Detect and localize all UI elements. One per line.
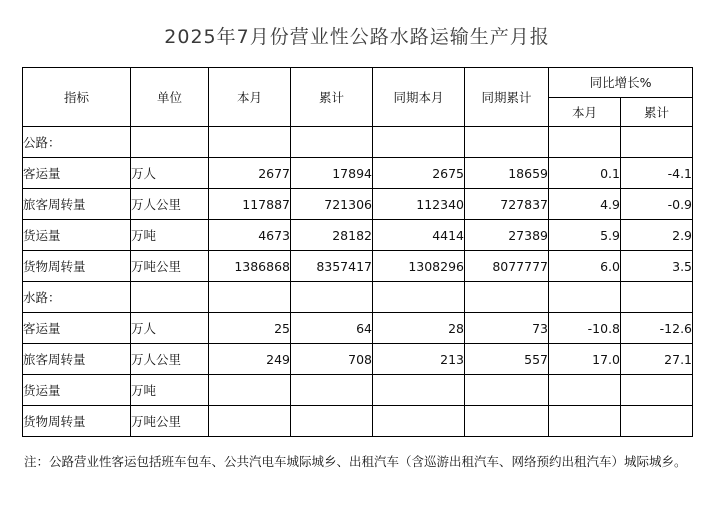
cell-same-period-month: 28 xyxy=(373,313,465,344)
cell-unit: 万人 xyxy=(131,158,209,189)
table-container xyxy=(0,67,714,437)
table-row xyxy=(23,251,693,282)
cell-month xyxy=(209,406,291,437)
cell-same-period-cumulative xyxy=(465,282,549,313)
header-cumulative: 累计 xyxy=(291,68,373,127)
monthly-report-table xyxy=(22,67,693,437)
cell-same-period-cumulative: 557 xyxy=(465,344,549,375)
cell-unit: 万人公里 xyxy=(131,344,209,375)
cell-same-period-cumulative: 73 xyxy=(465,313,549,344)
cell-indicator: 旅客周转量 xyxy=(23,189,131,220)
cell-cumulative: 721306 xyxy=(291,189,373,220)
cell-same-period-month: 213 xyxy=(373,344,465,375)
cell-growth-cumulative: 3.5 xyxy=(621,251,693,282)
cell-same-period-cumulative: 18659 xyxy=(465,158,549,189)
header-growth-group: 同比增长% xyxy=(549,68,693,98)
cell-same-period-month xyxy=(373,127,465,158)
header-indicator: 指标 xyxy=(23,68,131,127)
cell-growth-month: 17.0 xyxy=(549,344,621,375)
cell-indicator: 货物周转量 xyxy=(23,406,131,437)
table-row xyxy=(23,406,693,437)
cell-growth-cumulative: -12.6 xyxy=(621,313,693,344)
cell-cumulative: 28182 xyxy=(291,220,373,251)
table-row xyxy=(23,127,693,158)
cell-same-period-month: 4414 xyxy=(373,220,465,251)
cell-growth-cumulative xyxy=(621,375,693,406)
table-row xyxy=(23,282,693,313)
cell-month xyxy=(209,282,291,313)
cell-indicator: 货物周转量 xyxy=(23,251,131,282)
cell-growth-cumulative: 27.1 xyxy=(621,344,693,375)
table-row xyxy=(23,344,693,375)
cell-growth-cumulative: -4.1 xyxy=(621,158,693,189)
table-body xyxy=(23,127,693,437)
cell-same-period-month xyxy=(373,282,465,313)
cell-same-period-month: 2675 xyxy=(373,158,465,189)
cell-month: 25 xyxy=(209,313,291,344)
cell-month: 249 xyxy=(209,344,291,375)
header-row-primary xyxy=(23,68,693,98)
cell-cumulative: 708 xyxy=(291,344,373,375)
page-title: 2025年7月份营业性公路水路运输生产月报 xyxy=(164,26,550,48)
cell-cumulative xyxy=(291,282,373,313)
cell-growth-month xyxy=(549,406,621,437)
cell-indicator: 旅客周转量 xyxy=(23,344,131,375)
header-growth-month: 本月 xyxy=(549,97,621,127)
cell-same-period-month: 112340 xyxy=(373,189,465,220)
cell-indicator: 客运量 xyxy=(23,158,131,189)
cell-cumulative xyxy=(291,375,373,406)
cell-indicator: 客运量 xyxy=(23,313,131,344)
cell-growth-month xyxy=(549,282,621,313)
cell-unit: 万人 xyxy=(131,313,209,344)
cell-unit: 万吨公里 xyxy=(131,406,209,437)
cell-indicator: 水路： xyxy=(23,282,131,313)
cell-growth-cumulative xyxy=(621,406,693,437)
table-note: 注：公路营业性客运包括班车包车、公共汽电车城际城乡、出租汽车（含巡游出租汽车、网络预约出租汽车）城际城乡。 xyxy=(24,454,687,469)
cell-same-period-cumulative xyxy=(465,127,549,158)
cell-unit: 万吨公里 xyxy=(131,251,209,282)
cell-month: 2677 xyxy=(209,158,291,189)
cell-cumulative: 64 xyxy=(291,313,373,344)
cell-same-period-cumulative: 27389 xyxy=(465,220,549,251)
header-month: 本月 xyxy=(209,68,291,127)
cell-growth-month: 0.1 xyxy=(549,158,621,189)
cell-month: 4673 xyxy=(209,220,291,251)
cell-month xyxy=(209,375,291,406)
cell-same-period-cumulative: 8077777 xyxy=(465,251,549,282)
cell-growth-month xyxy=(549,127,621,158)
table-row xyxy=(23,313,693,344)
table-row xyxy=(23,220,693,251)
cell-cumulative: 8357417 xyxy=(291,251,373,282)
cell-same-period-cumulative: 727837 xyxy=(465,189,549,220)
cell-growth-cumulative: 2.9 xyxy=(621,220,693,251)
cell-indicator: 公路： xyxy=(23,127,131,158)
cell-growth-cumulative xyxy=(621,127,693,158)
table-row xyxy=(23,158,693,189)
cell-same-period-month xyxy=(373,375,465,406)
cell-indicator: 货运量 xyxy=(23,375,131,406)
cell-indicator: 货运量 xyxy=(23,220,131,251)
cell-same-period-month: 1308296 xyxy=(373,251,465,282)
cell-month: 1386868 xyxy=(209,251,291,282)
cell-growth-cumulative xyxy=(621,282,693,313)
cell-cumulative xyxy=(291,127,373,158)
cell-month: 117887 xyxy=(209,189,291,220)
cell-growth-month: 4.9 xyxy=(549,189,621,220)
cell-unit: 万吨 xyxy=(131,220,209,251)
table-head xyxy=(23,68,693,127)
cell-growth-month xyxy=(549,375,621,406)
cell-month xyxy=(209,127,291,158)
table-row xyxy=(23,189,693,220)
table-row xyxy=(23,375,693,406)
header-growth-cumulative: 累计 xyxy=(621,97,693,127)
header-same-period-cumulative: 同期累计 xyxy=(465,68,549,127)
cell-unit xyxy=(131,127,209,158)
cell-unit xyxy=(131,282,209,313)
cell-cumulative: 17894 xyxy=(291,158,373,189)
cell-growth-month: -10.8 xyxy=(549,313,621,344)
cell-growth-cumulative: -0.9 xyxy=(621,189,693,220)
header-same-period-month: 同期本月 xyxy=(373,68,465,127)
cell-growth-month: 5.9 xyxy=(549,220,621,251)
cell-same-period-cumulative xyxy=(465,375,549,406)
cell-growth-month: 6.0 xyxy=(549,251,621,282)
cell-same-period-cumulative xyxy=(465,406,549,437)
cell-cumulative xyxy=(291,406,373,437)
header-unit: 单位 xyxy=(131,68,209,127)
cell-same-period-month xyxy=(373,406,465,437)
cell-unit: 万吨 xyxy=(131,375,209,406)
cell-unit: 万人公里 xyxy=(131,189,209,220)
